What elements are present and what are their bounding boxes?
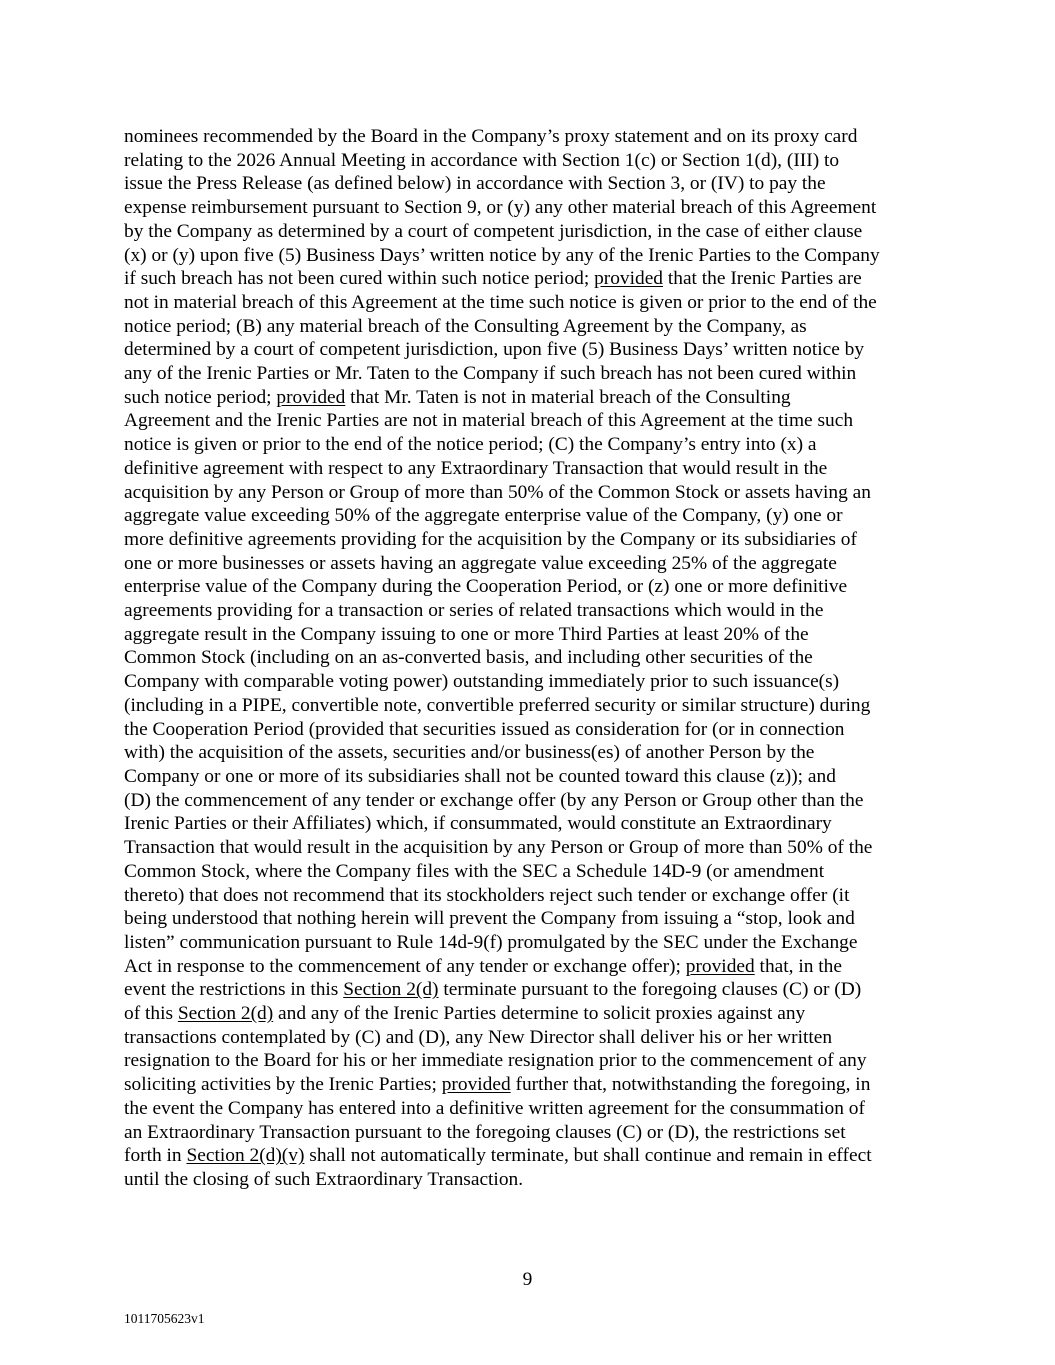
text-line <box>124 244 944 268</box>
underlined-term: provided <box>594 268 664 290</box>
text-segment: (x) or (y) upon five (5) Business Days’ written notice by any of the Irenic Parties to the Company <box>124 244 880 266</box>
text-line <box>124 741 944 765</box>
text-line <box>124 1073 944 1097</box>
text-segment: event the restrictions in this <box>124 979 344 1001</box>
text-segment: acquisition by any Person or Group of more than 50% of the Common Stock or assets having an <box>124 481 871 503</box>
text-line <box>124 599 944 623</box>
text-line <box>124 504 944 528</box>
text-segment: such notice period; <box>124 386 277 408</box>
text-line <box>124 978 944 1002</box>
text-line <box>124 172 944 196</box>
text-line <box>124 1168 944 1192</box>
text-segment: determined by a court of competent jurisdiction, upon five (5) Business Days’ written notice by <box>124 339 865 361</box>
text-segment: with) the acquisition of the assets, securities and/or business(es) of another Person by the <box>124 742 815 764</box>
text-segment: if such breach has not been cured within such notice period; <box>124 268 595 290</box>
text-segment: Irenic Parties or their Affiliates) which, if consummated, would constitute an Extraordinary <box>124 813 832 835</box>
underlined-term: provided <box>276 386 346 408</box>
text-line <box>124 481 944 505</box>
text-segment: resignation to the Board for his or her immediate resignation prior to the commencement of any <box>124 1050 867 1072</box>
text-segment: nominees recommended by the Board in the Company’s proxy statement and on its proxy card <box>124 126 858 147</box>
text-segment: aggregate value exceeding 50% of the aggregate enterprise value of the Company, (y) one or <box>124 505 843 527</box>
text-segment: Transaction that would result in the acquisition by any Person or Group of more than 50% of the <box>124 837 873 859</box>
text-line <box>124 1097 944 1121</box>
text-segment: shall not automatically terminate, but shall continue and remain in effect <box>304 1145 872 1167</box>
text-line <box>124 884 944 908</box>
text-segment: Company or one or more of its subsidiaries shall not be counted toward this clause (z)); and <box>124 765 836 787</box>
text-line <box>124 907 944 931</box>
text-segment: Company with comparable voting power) outstanding immediately prior to such issuance(s) <box>124 671 840 693</box>
text-line <box>124 315 944 339</box>
text-segment: an Extraordinary Transaction pursuant to the foregoing clauses (C) or (D), the restrictions set <box>124 1121 846 1143</box>
text-segment: (including in a PIPE, convertible note, convertible preferred security or similar structure) during <box>124 694 871 716</box>
text-segment: notice period; (B) any material breach of the Consulting Agreement by the Company, as <box>124 315 807 337</box>
text-segment: and any of the Irenic Parties determine to solicit proxies against any <box>273 1003 806 1025</box>
text-segment: further that, notwithstanding the foregoing, in <box>510 1074 871 1096</box>
text-segment: enterprise value of the Company during the Cooperation Period, or (z) one or more definitive <box>124 576 848 598</box>
text-segment: (D) the commencement of any tender or exchange offer (by any Person or Group other than the <box>124 789 864 811</box>
text-line <box>124 386 944 410</box>
text-line <box>124 718 944 742</box>
underlined-term: provided <box>685 955 755 977</box>
text-segment: aggregate result in the Company issuing to one or more Third Parties at least 20% of the <box>124 623 809 645</box>
text-line <box>124 694 944 718</box>
text-segment: by the Company as determined by a court of competent jurisdiction, in the case of either clause <box>124 220 863 242</box>
text-line <box>124 623 944 647</box>
body-paragraph <box>124 125 944 1192</box>
text-segment: notice is given or prior to the end of the notice period; (C) the Company’s entry into (x) a <box>124 434 817 456</box>
text-segment: the event the Company has entered into a definitive written agreement for the consummation of <box>124 1097 865 1119</box>
text-segment: of this <box>124 1003 178 1025</box>
text-segment: any of the Irenic Parties or Mr. Taten to the Company if such breach has not been cured within <box>124 363 857 385</box>
underlined-term: provided <box>441 1074 511 1096</box>
text-line <box>124 1002 944 1026</box>
text-line <box>124 646 944 670</box>
text-line <box>124 955 944 979</box>
text-segment: until the closing of such Extraordinary Transaction. <box>124 1168 524 1190</box>
text-segment: terminate pursuant to the foregoing clauses (C) or (D) <box>438 979 862 1001</box>
text-line <box>124 528 944 552</box>
text-line <box>124 409 944 433</box>
text-segment: that Mr. Taten is not in material breach of the Consulting <box>345 386 791 408</box>
text-segment: the Cooperation Period (provided that securities issued as consideration for (or in connection <box>124 718 845 740</box>
text-segment: transactions contemplated by (C) and (D), any New Director shall deliver his or her written <box>124 1026 833 1048</box>
text-line <box>124 1049 944 1073</box>
text-line <box>124 149 944 173</box>
text-line <box>124 433 944 457</box>
text-segment: not in material breach of this Agreement at the time such notice is given or prior to the end of the <box>124 291 877 313</box>
text-line <box>124 362 944 386</box>
text-segment: soliciting activities by the Irenic Parties; <box>124 1074 442 1096</box>
text-segment: Act in response to the commencement of any tender or exchange offer); <box>124 955 686 977</box>
text-segment: being understood that nothing herein will prevent the Company from issuing a “stop, look and <box>124 908 855 930</box>
text-line <box>124 125 944 149</box>
text-line <box>124 1144 944 1168</box>
text-line <box>124 457 944 481</box>
text-segment: Common Stock, where the Company files with the SEC a Schedule 14D-9 (or amendment <box>124 860 825 882</box>
text-segment: Agreement and the Irenic Parties are not in material breach of this Agreement at the time such <box>124 410 854 432</box>
text-line <box>124 196 944 220</box>
text-segment: expense reimbursement pursuant to Section 9, or (y) any other material breach of this Agreement <box>124 197 877 219</box>
text-line <box>124 765 944 789</box>
text-line <box>124 789 944 813</box>
text-segment: agreements providing for a transaction or series of related transactions which would in the <box>124 600 824 622</box>
text-segment: thereto) that does not recommend that its stockholders reject such tender or exchange offer (it <box>124 884 850 906</box>
text-segment: that the Irenic Parties are <box>663 268 862 290</box>
text-line <box>124 291 944 315</box>
text-segment: definitive agreement with respect to any Extraordinary Transaction that would result in the <box>124 457 828 479</box>
text-segment: one or more businesses or assets having an aggregate value exceeding 25% of the aggregate <box>124 552 837 574</box>
text-segment: more definitive agreements providing for the acquisition by the Company or its subsidiaries of <box>124 528 857 550</box>
text-line <box>124 931 944 955</box>
text-line <box>124 338 944 362</box>
document-id: 1011705623v1 <box>124 1311 205 1326</box>
text-line <box>124 220 944 244</box>
underlined-term: Section 2(d) <box>177 1003 274 1025</box>
text-segment: issue the Press Release (as defined below) in accordance with Section 3, or (IV) to pay the <box>124 173 826 195</box>
text-line <box>124 836 944 860</box>
text-segment: Common Stock (including on an as-converted basis, and including other securities of the <box>124 647 813 669</box>
text-line <box>124 267 944 291</box>
text-line <box>124 670 944 694</box>
text-segment: that, in the <box>754 955 842 977</box>
text-segment: listen” communication pursuant to Rule 14d-9(f) promulgated by the SEC under the Exchange <box>124 931 858 953</box>
text-line <box>124 552 944 576</box>
text-segment: forth in <box>124 1145 187 1167</box>
text-line <box>124 812 944 836</box>
page-number: 9 <box>522 1269 533 1290</box>
underlined-term: Section 2(d)(v) <box>186 1145 305 1167</box>
text-line <box>124 1121 944 1145</box>
underlined-term: Section 2(d) <box>343 979 439 1001</box>
text-line <box>124 575 944 599</box>
text-line <box>124 1026 944 1050</box>
text-line <box>124 860 944 884</box>
text-segment: relating to the 2026 Annual Meeting in accordance with Section 1(c) or Section 1(d), (III) to <box>124 149 840 171</box>
